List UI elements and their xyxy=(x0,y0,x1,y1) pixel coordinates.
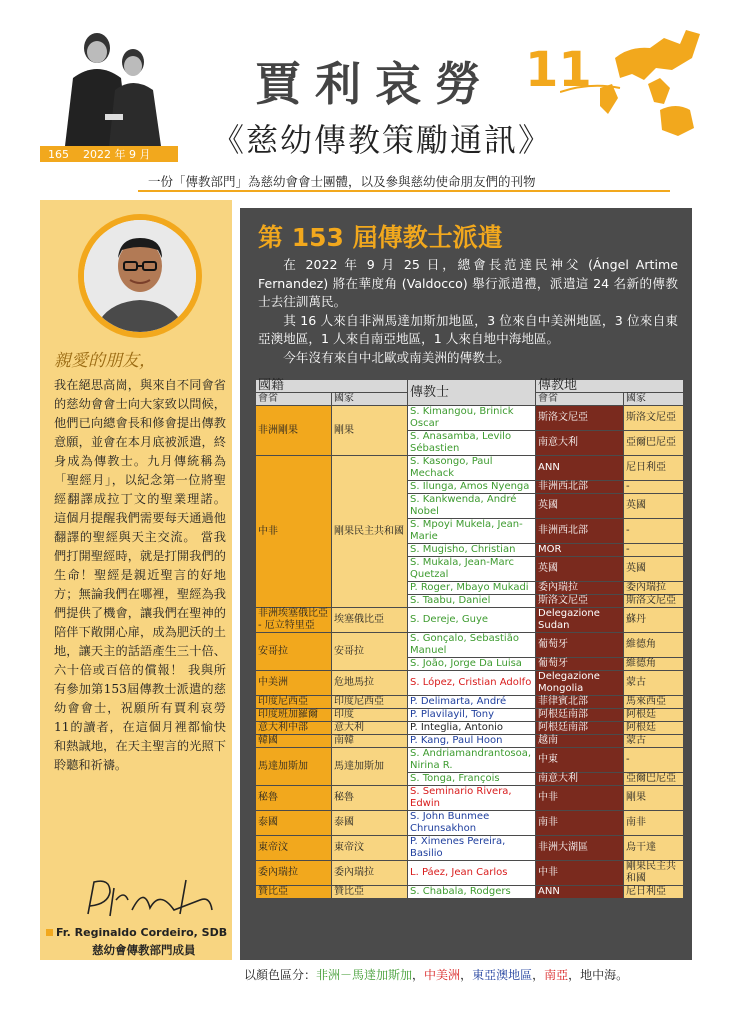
cell-country: 委內瑞拉 xyxy=(332,861,408,886)
cell-missionary: P. Roger, Mbayo Mukadi xyxy=(408,582,536,595)
cell-mission-country: 亞爾巴尼亞 xyxy=(624,773,684,786)
cell-mission-country: 委內瑞拉 xyxy=(624,582,684,595)
cell-mission-country: 蒙古 xyxy=(624,671,684,696)
cell-missionary: S. John Bunmee Chrunsakhon xyxy=(408,811,536,836)
cell-mission-province: 阿根廷南部 xyxy=(536,709,624,722)
cell-province: 印度班加羅爾 xyxy=(256,709,332,722)
cell-country: 剛果 xyxy=(332,406,408,456)
cell-province: 安哥拉 xyxy=(256,633,332,671)
table-row xyxy=(256,786,684,811)
missionary-table xyxy=(255,379,684,899)
cell-mission-country: - xyxy=(624,481,684,494)
cell-province: 非洲剛果 xyxy=(256,406,332,456)
cell-country: 馬達加斯加 xyxy=(332,748,408,786)
cell-province: 贊比亞 xyxy=(256,886,332,899)
cell-missionary: P. Delimarta, André xyxy=(408,696,536,709)
cell-missionary: S. Mugisho, Christian xyxy=(408,544,536,557)
cell-mission-country: 阿根廷 xyxy=(624,709,684,722)
cell-mission-province: 英國 xyxy=(536,557,624,582)
article-title: 第 153 屆傳教士派遣 xyxy=(258,223,503,252)
cell-country: 意大利 xyxy=(332,722,408,735)
cell-mission-province: ANN xyxy=(536,456,624,481)
cell-mission-province: 南意大利 xyxy=(536,773,624,786)
cell-missionary: S. Taabu, Daniel xyxy=(408,595,536,608)
cell-country: 南韓 xyxy=(332,735,408,748)
cell-mission-country: 斯洛文尼亞 xyxy=(624,406,684,431)
legend-sep-1: ， xyxy=(412,968,425,982)
cell-mission-country: 阿根廷 xyxy=(624,722,684,735)
cell-mission-province: ANN xyxy=(536,886,624,899)
world-map-graphic xyxy=(560,18,710,168)
cell-country: 泰國 xyxy=(332,811,408,836)
cell-mission-province: 葡萄牙 xyxy=(536,658,624,671)
cell-missionary: S. Anasamba, Levilo Sébastien xyxy=(408,431,536,456)
cell-mission-country: 蘇丹 xyxy=(624,608,684,633)
cell-province: 韓國 xyxy=(256,735,332,748)
cell-mission-country: 維德角 xyxy=(624,658,684,671)
article-intro xyxy=(258,256,678,367)
cell-missionary: S. Seminario Rivera, Edwin xyxy=(408,786,536,811)
cell-mission-province: Delegazione Mongolia xyxy=(536,671,624,696)
cell-mission-province: 南非 xyxy=(536,811,624,836)
cell-missionary: S. Tonga, François xyxy=(408,773,536,786)
cell-mission-province: Delegazione Sudan xyxy=(536,608,624,633)
signer-role: 慈幼會傳教部門成員 xyxy=(92,943,196,957)
cell-missionary: S. Kasongo, Paul Mechack xyxy=(408,456,536,481)
cell-missionary: P. Kang, Paul Hoon xyxy=(408,735,536,748)
signer-name-text: Fr. Reginaldo Cordeiro, SDB xyxy=(56,926,228,939)
author-portrait xyxy=(84,220,196,332)
cell-country: 印度 xyxy=(332,709,408,722)
cell-mission-province: 斯洛文尼亞 xyxy=(536,595,624,608)
historical-photo xyxy=(45,18,177,146)
cell-mission-country: - xyxy=(624,544,684,557)
cell-country: 安哥拉 xyxy=(332,633,408,671)
table-row xyxy=(256,861,684,886)
cell-mission-province: 越南 xyxy=(536,735,624,748)
cell-province: 秘魯 xyxy=(256,786,332,811)
table-row xyxy=(256,671,684,696)
cell-missionary: S. López, Cristian Adolfo xyxy=(408,671,536,696)
intro-paragraph-3: 今年沒有來自中北歐或南美洲的傳教士。 xyxy=(283,349,510,365)
cell-missionary: S. Mpoyi Mukela, Jean-Marie xyxy=(408,519,536,544)
legend-prefix: 以顏色區分： xyxy=(244,968,317,982)
tagline-divider xyxy=(138,190,670,192)
header-mission-country: 國家 xyxy=(624,393,684,406)
legend-sep-2: ， xyxy=(460,968,473,982)
cell-country: 秘魯 xyxy=(332,786,408,811)
cell-missionary: P. Plavilayil, Tony xyxy=(408,709,536,722)
legend-sep-3: ， xyxy=(532,968,545,982)
handwritten-signature xyxy=(80,870,230,930)
cell-missionary: P. Ximenes Pereira, Basilio xyxy=(408,836,536,861)
cell-mission-province: 中東 xyxy=(536,748,624,773)
cell-missionary: S. Andriamandrantosoa, Nirina R. xyxy=(408,748,536,773)
cell-mission-province: 非洲大湖區 xyxy=(536,836,624,861)
cell-mission-country: 剛果民主共和國 xyxy=(624,861,684,886)
cell-mission-country: 蒙古 xyxy=(624,735,684,748)
cell-missionary: S. Ilunga, Amos Nyenga xyxy=(408,481,536,494)
cell-mission-country: 烏干達 xyxy=(624,836,684,861)
cell-province: 中美洲 xyxy=(256,671,332,696)
cell-mission-country: 斯洛文尼亞 xyxy=(624,595,684,608)
legend-south-asia: 南亞 xyxy=(544,968,569,982)
cell-mission-country: 英國 xyxy=(624,557,684,582)
table-row xyxy=(256,748,684,773)
cell-country: 贊比亞 xyxy=(332,886,408,899)
cell-missionary: S. Kimangou, Brinick Oscar xyxy=(408,406,536,431)
cell-province: 委內瑞拉 xyxy=(256,861,332,886)
legend-africa: 非洲－馬達加斯加 xyxy=(316,968,413,982)
table-row xyxy=(256,709,684,722)
header-province: 會省 xyxy=(256,393,332,406)
newsletter-subtitle: 《慈幼傳教策勵通訊》 xyxy=(212,121,553,159)
cell-province: 泰國 xyxy=(256,811,332,836)
cell-mission-country: 馬來西亞 xyxy=(624,696,684,709)
cell-mission-province: 英國 xyxy=(536,494,624,519)
table-row xyxy=(256,696,684,709)
table-body xyxy=(256,406,684,899)
intro-paragraph-2: 其 16 人來自非洲馬達加斯加地區，3 位來自中美洲地區，3 位來自東亞澳地區，1 人來自南亞地區，1 人來自地中海地區。 xyxy=(258,312,678,346)
cell-mission-country: 南非 xyxy=(624,811,684,836)
table-row xyxy=(256,886,684,899)
cell-mission-country: 尼日利亞 xyxy=(624,456,684,481)
cell-mission-country: 尼日利亞 xyxy=(624,886,684,899)
issue-date: 2022 年 9 月 xyxy=(83,148,151,161)
cell-mission-province: 中非 xyxy=(536,786,624,811)
cell-missionary: S. Gonçalo, Sebastião Manuel xyxy=(408,633,536,658)
newsletter-title: 賈利哀勞 xyxy=(255,57,495,111)
cell-mission-province: 南意大利 xyxy=(536,431,624,456)
cell-province: 印度尼西亞 xyxy=(256,696,332,709)
cell-province: 中非 xyxy=(256,456,332,608)
cell-province: 東帝汶 xyxy=(256,836,332,861)
bullet-icon xyxy=(46,929,53,936)
header-missionary: 傳教士 xyxy=(408,380,536,406)
cell-mission-province: 阿根廷南部 xyxy=(536,722,624,735)
intro-paragraph-1: 在 2022 年 9 月 25 日，總會長范達民神父 (Ángel Artime Fernandez) 將在華度角 (Valdocco) 舉行派遣禮，派遣這 24 名新的傳教士去往訓萬民。 xyxy=(258,257,678,309)
cell-country: 東帝汶 xyxy=(332,836,408,861)
issue-number: 165 xyxy=(48,147,69,161)
cell-mission-country: 英國 xyxy=(624,494,684,519)
table-row xyxy=(256,735,684,748)
newsletter-number: 11 xyxy=(525,42,592,98)
table-row xyxy=(256,406,684,431)
table-row xyxy=(256,811,684,836)
legend-central-america: 中美洲 xyxy=(424,968,461,982)
cell-mission-province: 葡萄牙 xyxy=(536,633,624,658)
cell-missionary: S. Kankwenda, André Nobel xyxy=(408,494,536,519)
cell-missionary: S. Mukala, Jean-Marc Quetzal xyxy=(408,557,536,582)
color-legend xyxy=(244,966,628,983)
header-mission: 傳教地 xyxy=(536,380,684,393)
cell-province: 馬達加斯加 xyxy=(256,748,332,786)
cell-mission-province: 委內瑞拉 xyxy=(536,582,624,595)
cell-country: 剛果民主共和國 xyxy=(332,456,408,608)
cell-mission-country: 剛果 xyxy=(624,786,684,811)
table-row xyxy=(256,836,684,861)
signer-name xyxy=(46,926,227,939)
cell-country: 埃塞俄比亞 xyxy=(332,608,408,633)
tagline: 一份「傳教部門」為慈幼會會士團體，以及參與慈幼使命朋友們的刊物 xyxy=(148,174,536,189)
cell-missionary: S. Dereje, Guye xyxy=(408,608,536,633)
cell-province: 非洲埃塞俄比亞 - 厄立特里亞 xyxy=(256,608,332,633)
cell-mission-province: 中非 xyxy=(536,861,624,886)
legend-rest: ，地中海。 xyxy=(568,968,629,982)
table-row xyxy=(256,456,684,481)
table-row xyxy=(256,608,684,633)
table-row xyxy=(256,633,684,658)
cell-missionary: P. Integlia, Antonio xyxy=(408,722,536,735)
cell-mission-country: - xyxy=(624,748,684,773)
cell-missionary: L. Páez, Jean Carlos xyxy=(408,861,536,886)
letter-body: 我在絕思高崗，與來自不同會省的慈幼會會士向大家致以問候，他們已向總會長和修會提出傳教意願，並會在本月底被派遣，終身成為傳教士。九月傳統稱為「聖經月」，以紀念第一位將聖經翻譯成拉丁文的聖業理諾。 這個月提醒我們需要每天通過他翻譯的聖經與天主交流。 當我們打開聖經時，就是打開我們的生命！聖經是親近聖言的好地方；無論我們在哪裡，聖經為我們提供了機會，讓我們在聖神的陪伴下敞開心扉，成為肥沃的土地，讓天主的話語產生三十倍、六十倍或百倍的償報！ 我與所有參加第153屆傳教士派遣的慈幼會會士，祝願所有賈利哀勞11的讀者，在這個月裡都愉快和熱誠地，在天主聖言的光照下聆聽和祈禱。 xyxy=(54,378,226,772)
letter-greeting: 親愛的朋友， xyxy=(54,351,156,371)
cell-missionary: S. João, Jorge Da Luisa xyxy=(408,658,536,671)
header-nationality: 國籍 xyxy=(256,380,408,393)
header-country: 國家 xyxy=(332,393,408,406)
cell-mission-country: 亞爾巴尼亞 xyxy=(624,431,684,456)
cell-country: 印度尼西亞 xyxy=(332,696,408,709)
cell-country: 危地馬拉 xyxy=(332,671,408,696)
issue-bar xyxy=(40,146,178,162)
cell-mission-province: 非洲西北部 xyxy=(536,481,624,494)
legend-east-asia: 東亞澳地區 xyxy=(472,968,533,982)
table-row xyxy=(256,722,684,735)
cell-missionary: S. Chabala, Rodgers xyxy=(408,886,536,899)
cell-mission-country: - xyxy=(624,519,684,544)
cell-province: 意大利中部 xyxy=(256,722,332,735)
cell-mission-province: 斯洛文尼亞 xyxy=(536,406,624,431)
cell-mission-province: MOR xyxy=(536,544,624,557)
cell-mission-country: 維德角 xyxy=(624,633,684,658)
header-mission-province: 會省 xyxy=(536,393,624,406)
cell-mission-province: 菲律賓北部 xyxy=(536,696,624,709)
cell-mission-province: 非洲西北部 xyxy=(536,519,624,544)
